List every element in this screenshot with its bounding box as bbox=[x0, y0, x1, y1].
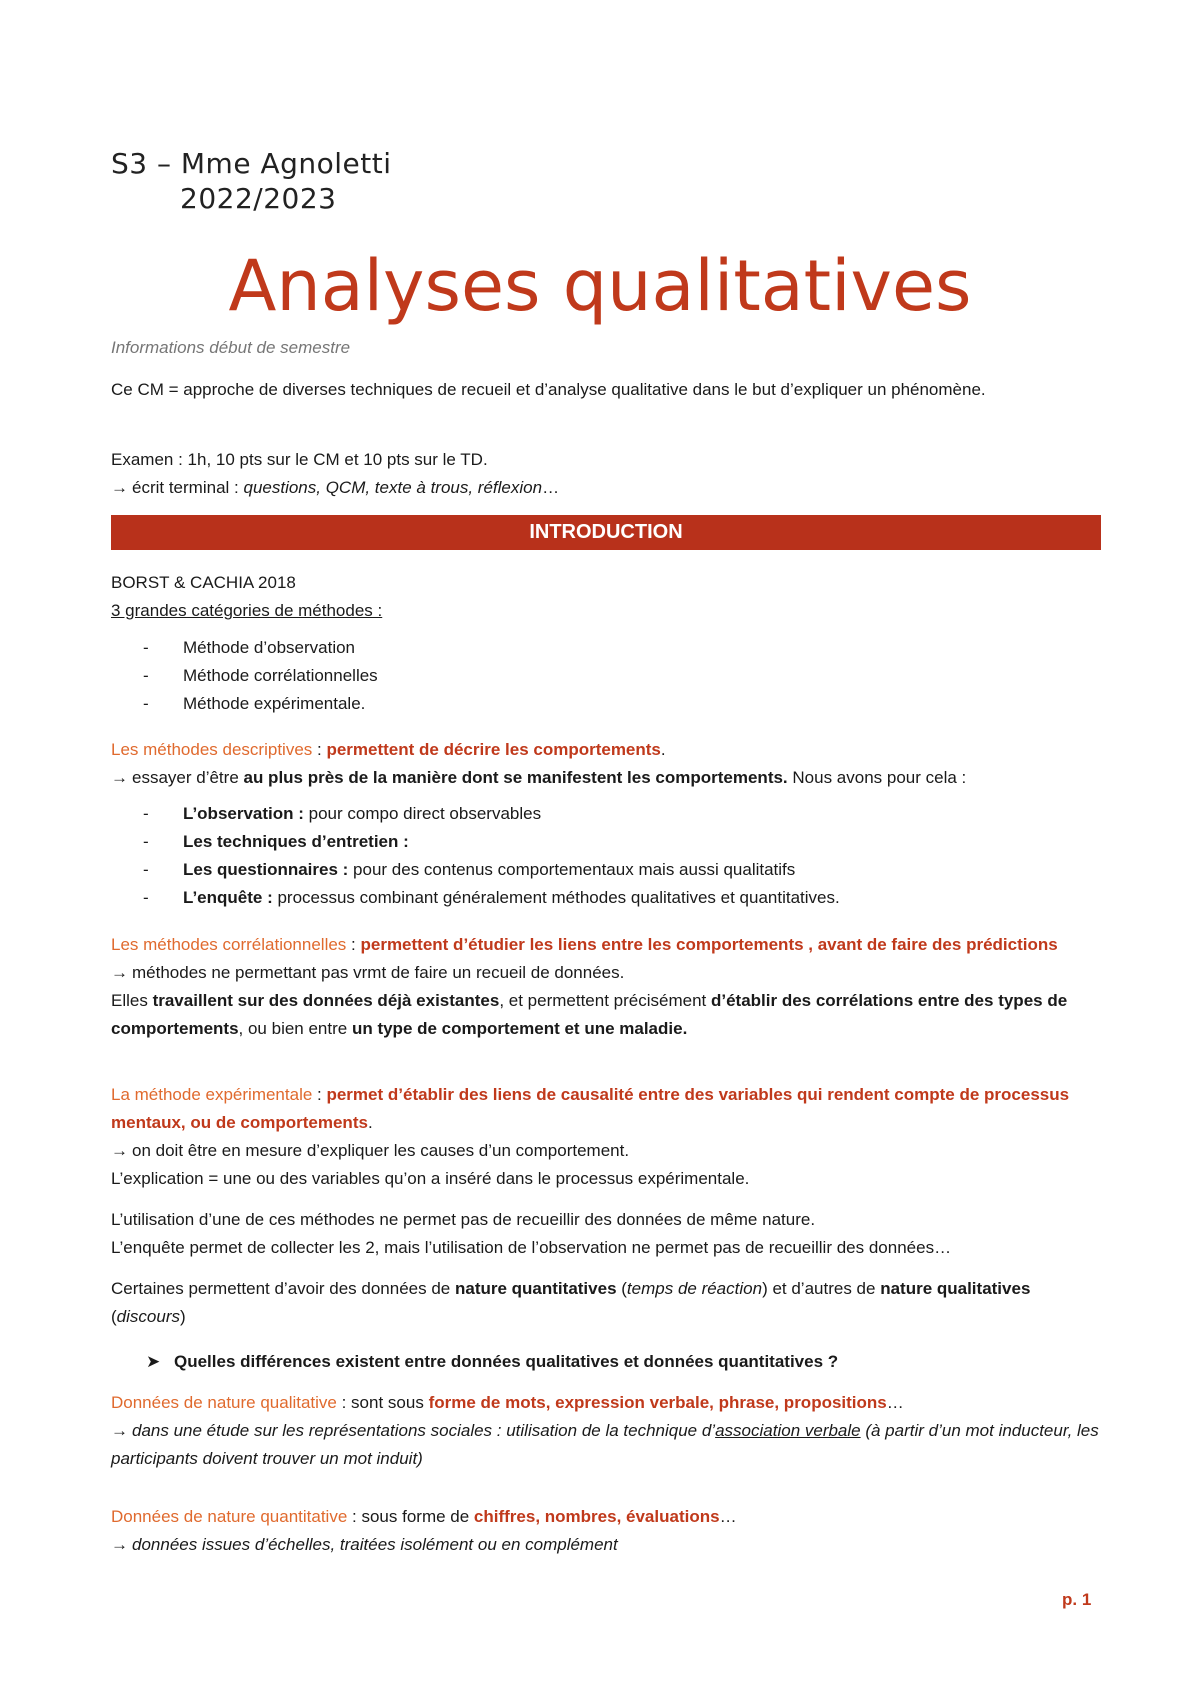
qualitative-example: → dans une étude sur les représentations sociales : utilisation de la technique d’association verbale (à partir d’un mot inducteur, les participants doivent trouver un mot induit) bbox=[111, 1421, 1099, 1468]
document-title: Analyses qualitatives bbox=[228, 245, 972, 327]
academic-year: 2022/2023 bbox=[180, 182, 337, 215]
qualitative-def: Données de nature qualitative : sont sous forme de mots, expression verbale, phrase, propositions… bbox=[111, 1393, 904, 1412]
correlational-arrow: → méthodes ne permettant pas vrmt de faire un recueil de données. bbox=[111, 963, 625, 982]
exam-info bbox=[111, 446, 1101, 502]
usage-block bbox=[111, 1206, 1101, 1262]
exam-line: Examen : 1h, 10 pts sur le CM et 10 pts sur le TD. bbox=[111, 450, 488, 469]
list-item: - Méthode corrélationnelles bbox=[111, 662, 1101, 690]
data-nature-block bbox=[111, 1275, 1101, 1331]
arrow-icon: → bbox=[111, 478, 128, 497]
list-item: - Les questionnaires : pour des contenus comportementaux mais aussi qualitatifs bbox=[111, 856, 1101, 884]
arrow-icon: → bbox=[111, 963, 128, 982]
experimental-def: La méthode expérimentale : permet d’établir des liens de causalité entre des variables qui rendent compte de processus mentaux, ou de comportements. bbox=[111, 1085, 1070, 1132]
arrow-icon: → bbox=[111, 1535, 128, 1554]
list-item: - L’observation : pour compo direct observables bbox=[111, 800, 1101, 828]
list-item: - Les techniques d’entretien : bbox=[111, 828, 1101, 856]
source-block bbox=[111, 569, 1101, 625]
source-ref: BORST & CACHIA 2018 bbox=[111, 573, 296, 592]
usage-line-1: L’utilisation d’une de ces méthodes ne permet pas de recueillir des données de même nature. bbox=[111, 1210, 816, 1229]
cm-description bbox=[111, 376, 1101, 404]
section-band: INTRODUCTION bbox=[111, 515, 1101, 550]
correlational-def: Les méthodes corrélationnelles : permettent d’étudier les liens entre les comportements , avant de faire des prédictions bbox=[111, 935, 1058, 954]
list-item: - Méthode d’observation bbox=[111, 634, 1101, 662]
descriptives-list bbox=[111, 800, 1101, 912]
descriptives-block bbox=[111, 736, 1101, 792]
usage-line-2: L’enquête permet de collecter les 2, mais l’utilisation de l’observation ne permet pas de recueillir des données… bbox=[111, 1238, 952, 1257]
page-number: p. 1 bbox=[1062, 1590, 1092, 1609]
subtitle: Informations début de semestre bbox=[111, 338, 351, 357]
correlational-block bbox=[111, 931, 1101, 1043]
descriptives-arrow: → essayer d’être au plus près de la manière dont se manifestent les comportements. Nous avons pour cela : bbox=[111, 768, 967, 787]
quantitative-block bbox=[111, 1503, 1101, 1559]
arrow-icon: → bbox=[111, 1421, 128, 1440]
cm-line: Ce CM = approche de diverses techniques de recueil et d’analyse qualitative dans le but d’expliquer un phénomène. bbox=[111, 380, 986, 399]
list-item: - L’enquête : processus combinant généralement méthodes qualitatives et quantitatives. bbox=[111, 884, 1101, 912]
exam-arrow-line: → écrit terminal : questions, QCM, texte à trous, réflexion… bbox=[111, 478, 560, 497]
question-line: ➤ Quelles différences existent entre données qualitatives et données quantitatives ? bbox=[146, 1348, 838, 1376]
correlational-text: Elles travaillent sur des données déjà existantes, et permettent précisément d’établir des corrélations entre des types de comportements, ou bien entre un type de comportement et une maladie. bbox=[111, 991, 1068, 1038]
quantitative-example: → données issues d’échelles, traitées isolément ou en complément bbox=[111, 1535, 618, 1554]
experimental-arrow: → on doit être en mesure d’expliquer les causes d’un comportement. bbox=[111, 1141, 630, 1160]
categories-list bbox=[111, 634, 1101, 718]
list-item: - Méthode expérimentale. bbox=[111, 690, 1101, 718]
qualitative-block bbox=[111, 1389, 1101, 1473]
arrow-icon: → bbox=[111, 1141, 128, 1160]
experimental-explanation: L’explication = une ou des variables qu’on a inséré dans le processus expérimentale. bbox=[111, 1169, 750, 1188]
course-header: S3 – Mme Agnoletti bbox=[111, 147, 392, 180]
categories-heading: 3 grandes catégories de méthodes : bbox=[111, 601, 383, 620]
quantitative-def: Données de nature quantitative : sous forme de chiffres, nombres, évaluations… bbox=[111, 1507, 737, 1526]
data-nature-text: Certaines permettent d’avoir des données de nature quantitatives (temps de réaction) et d’autres de nature qualitatives (discours) bbox=[111, 1279, 1031, 1326]
arrow-icon: → bbox=[111, 768, 128, 787]
descriptives-def: Les méthodes descriptives : permettent de décrire les comportements. bbox=[111, 740, 666, 759]
experimental-block bbox=[111, 1081, 1101, 1193]
arrowhead-bullet-icon: ➤ bbox=[146, 1352, 161, 1371]
